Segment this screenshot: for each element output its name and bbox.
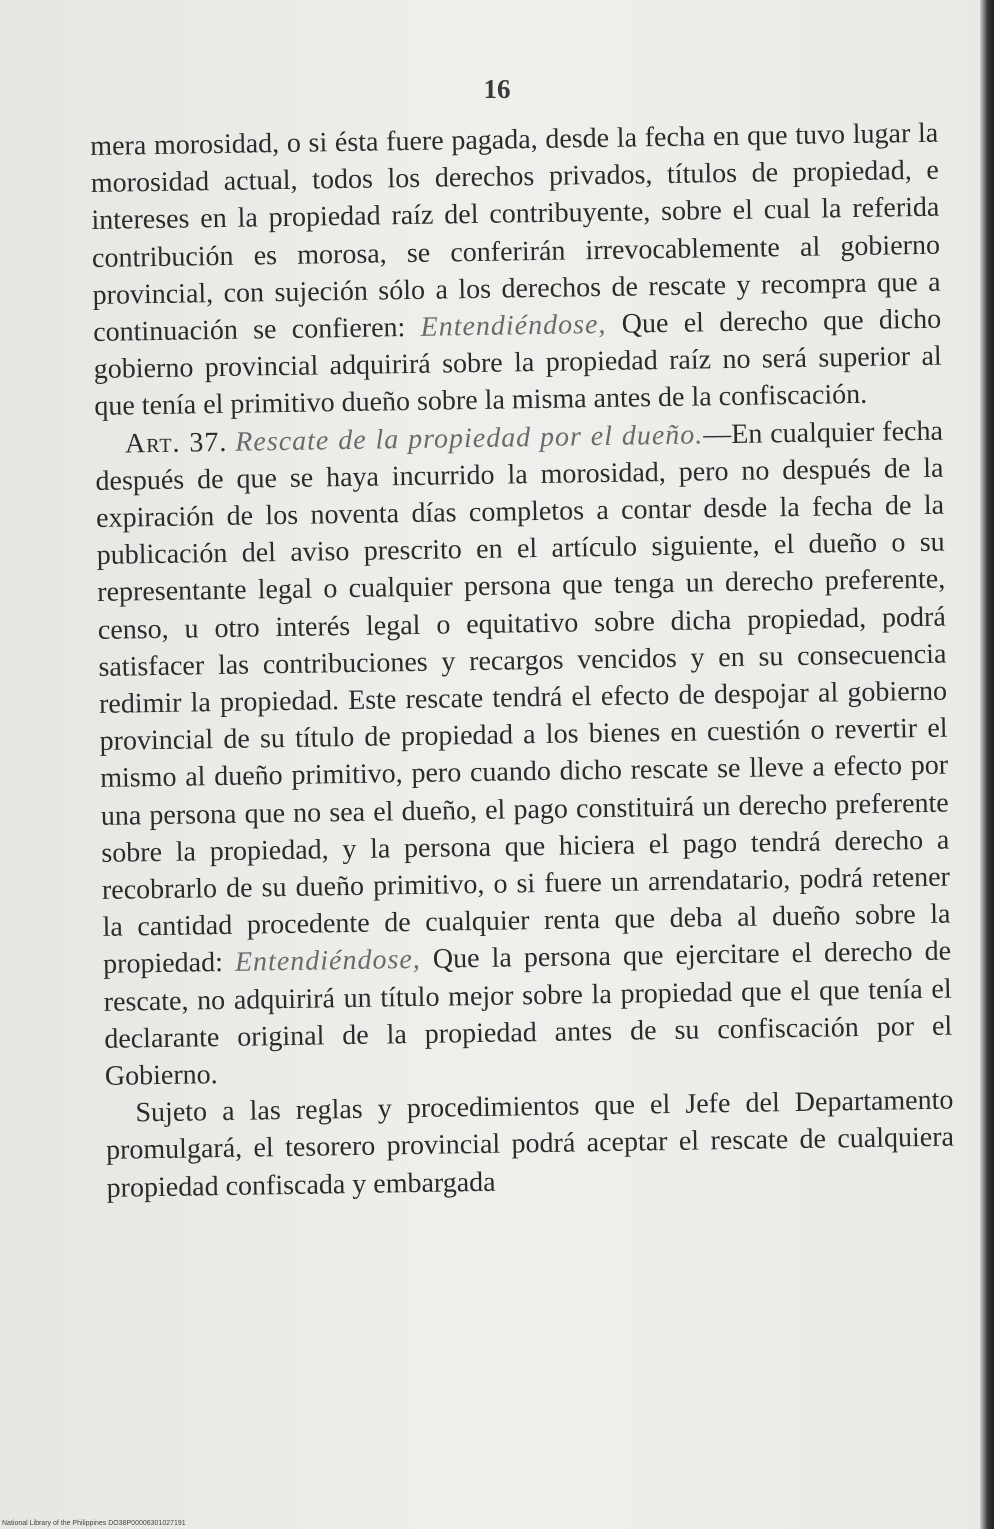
page-number: 16 (483, 74, 511, 104)
footer-note: National Library of the Philippines DO38P00006301027191 (2, 1520, 186, 1527)
proviso-italic-1: Entendiéndose, (420, 308, 607, 343)
paragraph-1-text: mera morosidad, o si ésta fuere pagada, desde la fecha en que tuvo lugar la morosidad actual, todos los derechos privados, títulos de propiedad, e intereses en la propiedad raíz del contribuyente, sobre el cual la referida contribución es morosa, se conferirán irrevocablemente al gobierno provincial, con sujeción sólo a los derechos de rescate y recompra que a continuación se confieren: (90, 117, 941, 348)
paragraph-3: Sujeto a las reglas y procedimientos que el Jefe del Departamento promulgará, el tesorero provincial podrá aceptar el rescate de cualquiera propiedad confiscada y embargada (105, 1084, 955, 1204)
proviso-italic-2: Entendiéndose, (234, 944, 422, 979)
article-text: —En cualquier fecha después de que se haya incurrido la morosidad, pero no después de la expiración de los noventa días completos a contar desde la fecha de la publicación del aviso prescrito en el artículo siguiente, el dueño o su representante legal o cualquier persona que tenga un derecho preferente, censo, u otro interés legal o equitativo sobre dicha propiedad, podrá satisfacer las contribuciones y recargos vencidos y en su consecuencia redimir la propiedad. Este rescate tendrá el efecto de despojar al gobierno provincial de su título de propiedad a los bienes en cuestión o revertir el mismo al dueño primitivo, pero cuando dicho rescate se lleve a efecto por una persona que no sea el dueño, el pago constituirá un derecho preferente sobre la propiedad, y la persona que hiciera el pago tendrá derecho a recobrarlo de su dueño primitivo, o si fuere un arrendatario, podrá retener la cantidad procedente de cualquier renta que deba al dueño sobre la propiedad: (95, 415, 951, 981)
paragraph-1 (90, 115, 943, 426)
article-tail: Que la persona que ejercitare el derecho de rescate, no adquirirá un título mejor sobre la propiedad que el que tenía el declarante original de la propiedad antes de su confiscación por el Gobierno. (103, 936, 953, 1092)
article-label: Art. 37. (124, 426, 228, 460)
article-37 (95, 412, 953, 1095)
page-edge-shadow (980, 0, 994, 1529)
paragraph-1-tail: Que el derecho que dicho gobierno provincial adquirirá sobre la propiedad raíz no será superior al que tenía el primitivo dueño sobre la misma antes de la confiscación. (93, 303, 942, 423)
body-text (90, 115, 955, 1207)
article-title: Rescate de la propiedad por el dueño. (235, 419, 704, 458)
